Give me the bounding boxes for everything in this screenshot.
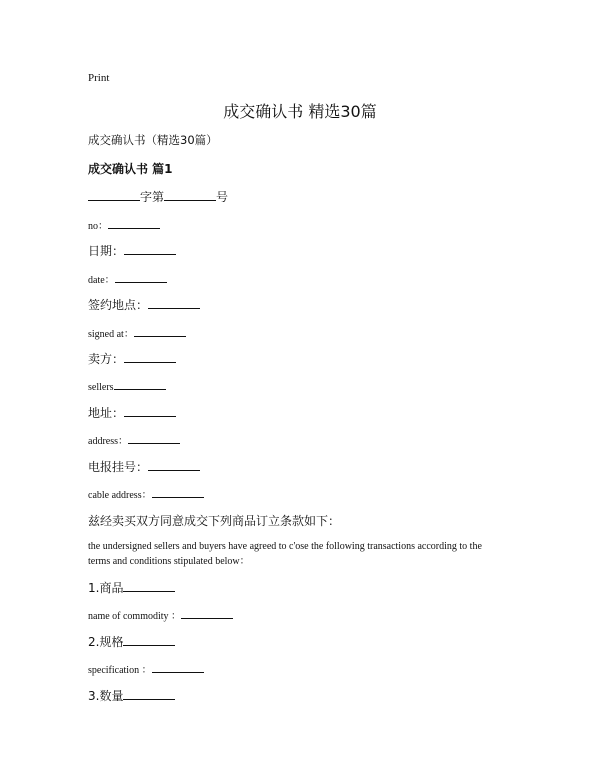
blank-line[interactable] [181,607,233,619]
field-address-cn [88,404,176,421]
field-address [88,432,180,447]
field-date-en [88,271,167,286]
item-label: 3.数量 [88,689,124,703]
section-heading: 成交确认书 篇1 [88,162,173,176]
document-subtitle: 成交确认书（精选30篇） [88,133,218,147]
field-label: date： [88,275,115,286]
blank-line[interactable] [124,405,176,417]
field-sign-place-cn [88,296,200,313]
ref-number-line [88,188,228,205]
field-label: 地址： [88,406,125,420]
blank-line[interactable] [148,297,200,309]
blank-line[interactable] [114,378,166,390]
blank-line[interactable] [148,459,200,471]
blank-line[interactable] [124,351,176,363]
item-label: name of commodity ： [88,611,182,622]
blank-line[interactable] [152,661,204,673]
item-quantity-cn [88,687,175,704]
zi-di-label: 字第 [140,190,165,204]
document-title: 成交确认书 精选30篇 [223,102,377,121]
blank-line[interactable] [123,580,175,592]
item-commodity-en [88,607,233,622]
field-no [88,217,160,232]
field-label: 电报挂号： [88,460,149,474]
field-cable-address [88,486,204,501]
item-label: 1.商品 [88,581,124,595]
field-sellers [88,378,166,393]
field-label: 卖方： [88,352,125,366]
blank-line[interactable] [128,432,180,444]
blank-line[interactable] [123,688,175,700]
agreement-cn: 兹经卖买双方同意成交下列商品订立条款如下： [88,514,341,528]
blank-line[interactable] [152,486,204,498]
blank-line[interactable] [164,189,216,201]
field-label: 签约地点： [88,298,149,312]
blank-line[interactable] [108,217,160,229]
print-label[interactable]: Print [88,72,110,84]
field-label: 日期： [88,244,125,258]
blank-line[interactable] [124,243,176,255]
item-commodity-cn [88,579,175,596]
item-spec-en [88,661,204,676]
blank-line[interactable] [88,189,140,201]
field-cable-cn [88,458,200,475]
field-label: cable address： [88,490,152,501]
field-label: sellers [88,382,114,393]
field-label: no： [88,221,108,232]
hao-label: 号 [216,190,229,204]
blank-line[interactable] [123,634,175,646]
field-label: address： [88,436,128,447]
item-label: 2.规格 [88,635,124,649]
item-label: specification ： [88,665,152,676]
field-signed-at [88,325,186,340]
field-label: signed at： [88,329,134,340]
blank-line[interactable] [115,271,167,283]
field-seller-cn [88,350,176,367]
agreement-en: the undersigned sellers and buyers have agreed to c'ose the following transactions according to the terms and conditions stipulated below： [88,541,482,567]
field-date-cn [88,242,176,259]
blank-line[interactable] [134,325,186,337]
item-spec-cn [88,633,175,650]
